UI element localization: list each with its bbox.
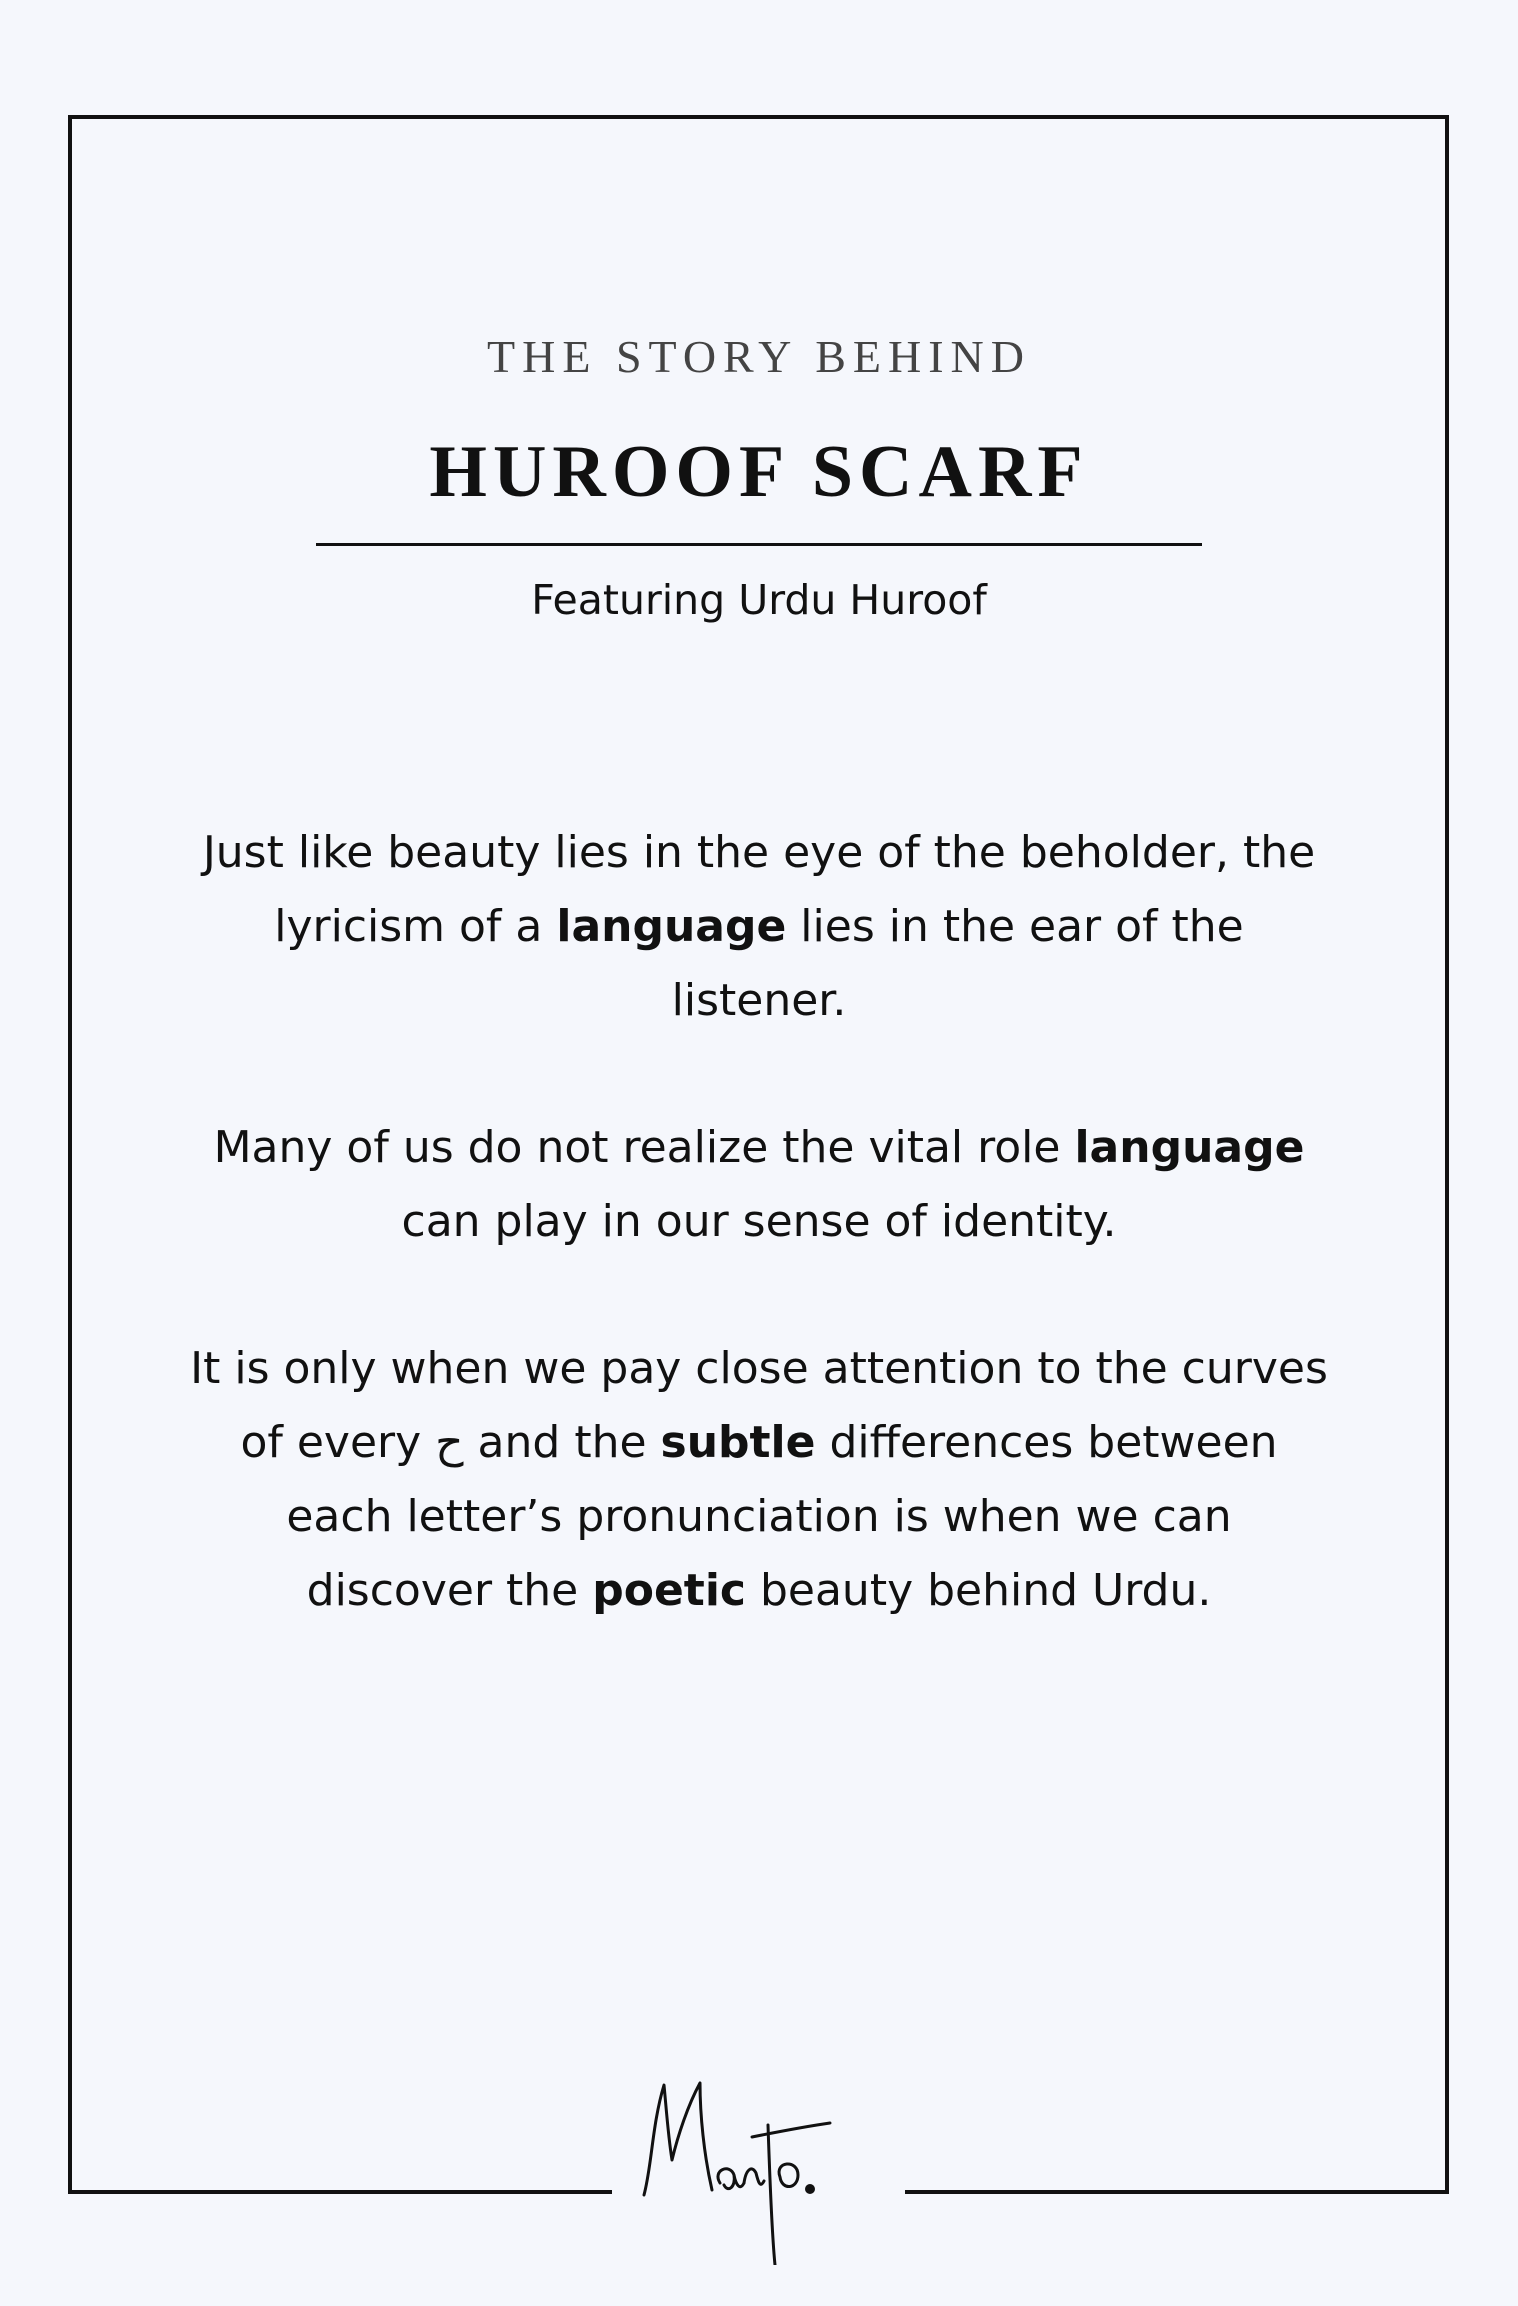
p3-bold-poetic: poetic [592,1565,746,1616]
p1-text-a: Just like beauty lies in the eye of the beholder, the lyricism of a [202,827,1316,952]
urdu-letter-glyph: ح [435,1417,464,1468]
manto-signature-logo [612,2065,905,2265]
title-divider [316,543,1202,546]
paragraph-beauty [190,816,1328,1038]
p1-bold-language: language [556,901,787,952]
border-bottom-right [905,2190,1449,2194]
paragraph-curves [190,1332,1328,1628]
p2-bold-language: language [1074,1122,1305,1173]
p3-text-c: differences between each letter’s pronunciation is when we can discover the [286,1417,1278,1616]
p2-text-a: Many of us do not realize the vital role [213,1122,1075,1173]
p3-text-d: beauty behind Urdu. [745,1565,1212,1616]
border-bottom-left [68,2190,612,2194]
p3-text-a: It is only when we pay close attention to the curves of every [190,1343,1328,1468]
p1-text-c: lies in the ear of the listener. [671,901,1244,1026]
subtitle: Featuring Urdu Huroof [531,576,987,624]
p3-text-b: and the [463,1417,661,1468]
p3-bold-subtle: subtle [660,1417,816,1468]
p2-text-c: can play in our sense of identity. [401,1196,1117,1247]
kicker-heading: THE STORY BEHIND [487,331,1031,382]
page-title: HUROOF SCARF [429,431,1089,513]
paragraph-identity [190,1111,1328,1259]
